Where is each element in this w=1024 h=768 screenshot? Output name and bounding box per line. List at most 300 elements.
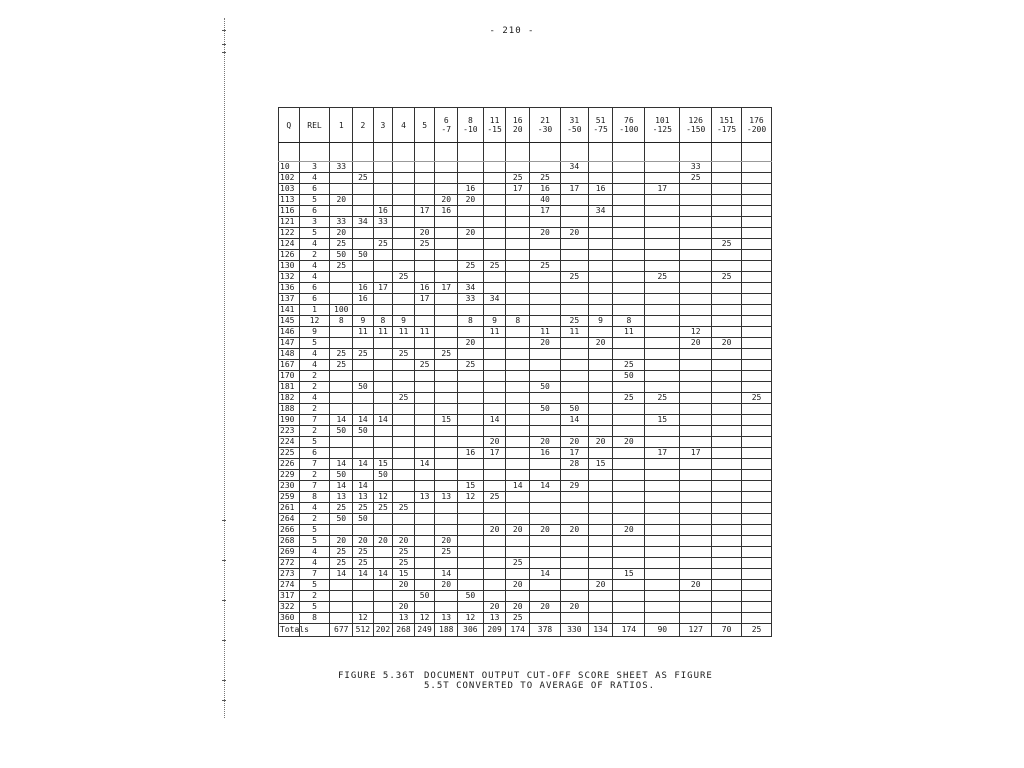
- score-cell: [645, 481, 680, 492]
- score-cell: [393, 481, 415, 492]
- score-cell: 11: [414, 327, 435, 338]
- score-cell: [414, 470, 435, 481]
- score-cell: [530, 514, 561, 525]
- score-cell: [458, 173, 484, 184]
- score-cell: 20: [613, 437, 645, 448]
- score-cell: [458, 503, 484, 514]
- total-cell: 202: [373, 624, 393, 637]
- score-cell: [613, 239, 645, 250]
- query-cell: 130: [279, 261, 300, 272]
- score-cell: [373, 272, 393, 283]
- score-cell: 14: [560, 415, 588, 426]
- score-cell: 25: [560, 272, 588, 283]
- score-cell: [353, 195, 374, 206]
- score-cell: [588, 404, 613, 415]
- score-cell: 9: [483, 316, 506, 327]
- score-cell: 14: [506, 481, 530, 492]
- score-cell: 20: [712, 338, 742, 349]
- score-cell: [414, 272, 435, 283]
- score-cell: [506, 371, 530, 382]
- rel-cell: 7: [299, 481, 330, 492]
- score-cell: [680, 437, 712, 448]
- score-cell: [393, 470, 415, 481]
- score-cell: 14: [530, 481, 561, 492]
- score-cell: [483, 338, 506, 349]
- query-cell: 136: [279, 283, 300, 294]
- score-cell: [373, 525, 393, 536]
- score-cell: 20: [458, 228, 484, 239]
- column-header: 76 -100: [613, 108, 645, 143]
- total-cell: 174: [613, 624, 645, 637]
- score-cell: 40: [530, 195, 561, 206]
- score-cell: 20: [588, 580, 613, 591]
- score-cell: 34: [483, 294, 506, 305]
- score-cell: [742, 448, 772, 459]
- score-cell: [680, 503, 712, 514]
- score-cell: 25: [393, 558, 415, 569]
- query-cell: 10: [279, 162, 300, 173]
- rel-cell: 6: [299, 206, 330, 217]
- score-cell: [712, 349, 742, 360]
- score-cell: 29: [560, 481, 588, 492]
- score-cell: [506, 393, 530, 404]
- spacer-cell: [483, 143, 506, 162]
- query-cell: 269: [279, 547, 300, 558]
- score-cell: 50: [353, 514, 374, 525]
- score-cell: 15: [645, 415, 680, 426]
- table-row: [279, 536, 772, 547]
- score-cell: [330, 448, 353, 459]
- rel-cell: 6: [299, 184, 330, 195]
- score-cell: [414, 525, 435, 536]
- score-cell: [742, 217, 772, 228]
- score-cell: [483, 250, 506, 261]
- score-cell: [712, 360, 742, 371]
- score-cell: [458, 536, 484, 547]
- score-cell: [712, 459, 742, 470]
- score-cell: [712, 305, 742, 316]
- score-cell: [414, 393, 435, 404]
- score-cell: [680, 305, 712, 316]
- score-cell: 25: [506, 173, 530, 184]
- binding-tick-mark: [222, 700, 226, 701]
- score-cell: [393, 261, 415, 272]
- total-cell: 90: [645, 624, 680, 637]
- score-cell: [530, 536, 561, 547]
- score-cell: [373, 602, 393, 613]
- score-cell: 13: [435, 613, 458, 624]
- score-cell: [458, 349, 484, 360]
- score-cell: 12: [353, 613, 374, 624]
- score-cell: 50: [353, 382, 374, 393]
- table-row: [279, 404, 772, 415]
- score-cell: [645, 305, 680, 316]
- score-cell: 25: [353, 349, 374, 360]
- score-cell: [458, 459, 484, 470]
- score-cell: [435, 503, 458, 514]
- score-cell: [645, 426, 680, 437]
- query-cell: 132: [279, 272, 300, 283]
- score-cell: [530, 426, 561, 437]
- score-cell: 50: [530, 382, 561, 393]
- score-cell: [742, 569, 772, 580]
- score-cell: [458, 580, 484, 591]
- score-cell: [483, 547, 506, 558]
- rel-cell: 4: [299, 547, 330, 558]
- score-cell: 25: [330, 239, 353, 250]
- score-cell: [588, 415, 613, 426]
- score-cell: [506, 349, 530, 360]
- score-cell: 50: [458, 591, 484, 602]
- score-cell: [414, 316, 435, 327]
- total-cell: 25: [742, 624, 772, 637]
- score-cell: 25: [560, 316, 588, 327]
- score-cell: [506, 459, 530, 470]
- score-cell: [373, 382, 393, 393]
- score-cell: 50: [330, 250, 353, 261]
- score-cell: [560, 382, 588, 393]
- total-cell: 127: [680, 624, 712, 637]
- total-cell: 174: [506, 624, 530, 637]
- score-cell: 25: [414, 239, 435, 250]
- score-cell: [712, 481, 742, 492]
- score-cell: [712, 613, 742, 624]
- query-cell: 137: [279, 294, 300, 305]
- column-header: 126 -150: [680, 108, 712, 143]
- score-cell: 20: [330, 536, 353, 547]
- score-cell: [353, 448, 374, 459]
- score-cell: [742, 250, 772, 261]
- score-cell: [613, 272, 645, 283]
- score-cell: [680, 514, 712, 525]
- score-cell: [588, 514, 613, 525]
- table-row: [279, 316, 772, 327]
- score-cell: [414, 382, 435, 393]
- rel-cell: 5: [299, 536, 330, 547]
- score-cell: 11: [530, 327, 561, 338]
- score-cell: [330, 602, 353, 613]
- score-cell: [414, 261, 435, 272]
- score-cell: [588, 162, 613, 173]
- score-cell: [435, 558, 458, 569]
- score-cell: 14: [353, 569, 374, 580]
- score-cell: [506, 162, 530, 173]
- score-cell: 14: [330, 415, 353, 426]
- score-cell: [373, 162, 393, 173]
- column-header: 21 -30: [530, 108, 561, 143]
- rel-cell: 4: [299, 360, 330, 371]
- score-cell: [613, 305, 645, 316]
- score-cell: 25: [353, 503, 374, 514]
- score-cell: [393, 283, 415, 294]
- score-cell: [680, 283, 712, 294]
- score-cell: [373, 228, 393, 239]
- score-cell: 11: [483, 327, 506, 338]
- score-cell: 17: [560, 448, 588, 459]
- table-row: [279, 338, 772, 349]
- table-header-row: [279, 108, 772, 143]
- score-cell: [414, 437, 435, 448]
- score-cell: [414, 448, 435, 459]
- table-row: [279, 261, 772, 272]
- score-cell: [680, 404, 712, 415]
- score-cell: [560, 547, 588, 558]
- score-cell: [712, 250, 742, 261]
- score-cell: [414, 558, 435, 569]
- score-cell: [530, 316, 561, 327]
- score-cell: 50: [330, 470, 353, 481]
- query-cell: 225: [279, 448, 300, 459]
- score-cell: [588, 613, 613, 624]
- score-cell: [712, 316, 742, 327]
- score-cell: [680, 217, 712, 228]
- score-cell: 25: [393, 272, 415, 283]
- score-cell: [506, 305, 530, 316]
- score-cell: [742, 613, 772, 624]
- score-cell: 14: [373, 569, 393, 580]
- score-cell: [530, 371, 561, 382]
- score-cell: [613, 162, 645, 173]
- table-row: [279, 613, 772, 624]
- score-cell: [742, 514, 772, 525]
- query-cell: 190: [279, 415, 300, 426]
- score-cell: [560, 195, 588, 206]
- score-cell: 25: [353, 173, 374, 184]
- score-cell: [506, 272, 530, 283]
- total-cell: 188: [435, 624, 458, 637]
- query-cell: 261: [279, 503, 300, 514]
- score-cell: [414, 569, 435, 580]
- score-cell: [613, 492, 645, 503]
- score-cell: [530, 591, 561, 602]
- score-cell: [483, 514, 506, 525]
- query-cell: 126: [279, 250, 300, 261]
- score-cell: 8: [613, 316, 645, 327]
- score-cell: 17: [645, 448, 680, 459]
- score-cell: 25: [393, 547, 415, 558]
- score-cell: [435, 250, 458, 261]
- score-cell: [588, 547, 613, 558]
- score-cell: [645, 371, 680, 382]
- rel-cell: 8: [299, 613, 330, 624]
- score-cell: [742, 283, 772, 294]
- score-cell: [613, 613, 645, 624]
- score-cell: [435, 217, 458, 228]
- score-cell: [435, 338, 458, 349]
- score-cell: 33: [330, 217, 353, 228]
- query-cell: 146: [279, 327, 300, 338]
- score-cell: [373, 294, 393, 305]
- binding-tick-mark: [222, 680, 226, 681]
- score-cell: [680, 261, 712, 272]
- score-cell: [645, 525, 680, 536]
- rel-cell: 7: [299, 459, 330, 470]
- table-row: [279, 349, 772, 360]
- score-cell: 33: [680, 162, 712, 173]
- score-cell: 13: [330, 492, 353, 503]
- score-cell: [393, 294, 415, 305]
- score-cell: [483, 426, 506, 437]
- rel-cell: 2: [299, 591, 330, 602]
- score-cell: 25: [393, 349, 415, 360]
- score-cell: [353, 404, 374, 415]
- score-cell: [414, 547, 435, 558]
- score-cell: [414, 503, 435, 514]
- score-cell: 11: [373, 327, 393, 338]
- figure-label: FIGURE 5.36T: [338, 671, 416, 681]
- score-cell: [435, 426, 458, 437]
- score-cell: [353, 162, 374, 173]
- binding-tick-mark: [222, 600, 226, 601]
- score-cell: [435, 525, 458, 536]
- score-cell: [742, 547, 772, 558]
- score-cell: [645, 492, 680, 503]
- score-cell: [330, 382, 353, 393]
- binding-tick-mark: [222, 44, 226, 45]
- score-cell: [435, 481, 458, 492]
- score-cell: [483, 272, 506, 283]
- score-cell: [645, 327, 680, 338]
- score-cell: [530, 415, 561, 426]
- score-cell: [680, 459, 712, 470]
- score-cell: 25: [458, 360, 484, 371]
- score-cell: [712, 525, 742, 536]
- score-cell: [458, 327, 484, 338]
- rel-cell: 4: [299, 503, 330, 514]
- column-header: 176 -200: [742, 108, 772, 143]
- score-cell: [435, 316, 458, 327]
- score-cell: [506, 327, 530, 338]
- score-cell: 11: [560, 327, 588, 338]
- score-cell: [393, 206, 415, 217]
- query-cell: 181: [279, 382, 300, 393]
- score-cell: 25: [613, 360, 645, 371]
- column-header: REL: [299, 108, 330, 143]
- table-row: [279, 371, 772, 382]
- score-cell: 25: [506, 558, 530, 569]
- score-cell: [588, 327, 613, 338]
- score-cell: [373, 591, 393, 602]
- score-cell: [613, 261, 645, 272]
- score-cell: 20: [506, 525, 530, 536]
- score-cell: 16: [530, 448, 561, 459]
- score-cell: [560, 470, 588, 481]
- score-cell: [742, 404, 772, 415]
- table-row: [279, 184, 772, 195]
- score-cell: [506, 415, 530, 426]
- score-cell: 17: [680, 448, 712, 459]
- score-cell: [530, 239, 561, 250]
- score-cell: [613, 382, 645, 393]
- rel-cell: 4: [299, 558, 330, 569]
- score-cell: [373, 437, 393, 448]
- score-cell: 17: [435, 283, 458, 294]
- score-cell: [414, 481, 435, 492]
- binding-tick-mark: [222, 52, 226, 53]
- score-cell: [712, 569, 742, 580]
- table-row: [279, 228, 772, 239]
- score-cell: [483, 305, 506, 316]
- score-cell: [530, 217, 561, 228]
- score-cell: [560, 492, 588, 503]
- score-cell: [712, 327, 742, 338]
- query-cell: 226: [279, 459, 300, 470]
- score-cell: 13: [393, 613, 415, 624]
- query-cell: 182: [279, 393, 300, 404]
- score-cell: [483, 481, 506, 492]
- rel-cell: 2: [299, 371, 330, 382]
- table-row: [279, 459, 772, 470]
- score-cell: 20: [393, 602, 415, 613]
- score-cell: [330, 613, 353, 624]
- score-cell: [483, 580, 506, 591]
- score-cell: [393, 239, 415, 250]
- score-cell: [645, 228, 680, 239]
- score-cell: [353, 261, 374, 272]
- score-cell: [613, 591, 645, 602]
- score-cell: [530, 162, 561, 173]
- score-cell: [742, 360, 772, 371]
- score-cell: [393, 228, 415, 239]
- score-cell: 20: [530, 338, 561, 349]
- column-header: 16 20: [506, 108, 530, 143]
- score-cell: [645, 470, 680, 481]
- score-cell: [435, 294, 458, 305]
- score-cell: [373, 305, 393, 316]
- score-cell: [588, 426, 613, 437]
- score-cell: 17: [530, 206, 561, 217]
- score-cell: [680, 602, 712, 613]
- score-cell: [680, 393, 712, 404]
- score-cell: [742, 294, 772, 305]
- score-cell: [712, 206, 742, 217]
- score-cell: [742, 349, 772, 360]
- score-cell: 34: [458, 283, 484, 294]
- total-cell: 70: [712, 624, 742, 637]
- totals-row: [279, 624, 772, 637]
- score-cell: [393, 184, 415, 195]
- score-cell: [712, 195, 742, 206]
- score-cell: [435, 591, 458, 602]
- binding-margin-marks: [224, 18, 233, 718]
- score-cell: [393, 250, 415, 261]
- score-cell: [588, 393, 613, 404]
- score-cell: 34: [353, 217, 374, 228]
- score-cell: [560, 558, 588, 569]
- score-cell: [712, 393, 742, 404]
- score-cell: 15: [588, 459, 613, 470]
- score-cell: 50: [414, 591, 435, 602]
- score-cell: [588, 591, 613, 602]
- score-cell: [435, 184, 458, 195]
- score-cell: [530, 492, 561, 503]
- score-cell: [613, 184, 645, 195]
- table-row: [279, 195, 772, 206]
- score-cell: 15: [613, 569, 645, 580]
- score-cell: 25: [645, 393, 680, 404]
- score-cell: [414, 338, 435, 349]
- spacer-cell: [458, 143, 484, 162]
- score-cell: [373, 448, 393, 459]
- query-cell: 102: [279, 173, 300, 184]
- score-cell: [458, 426, 484, 437]
- score-cell: 15: [458, 481, 484, 492]
- score-cell: [613, 283, 645, 294]
- totals-label: Totals: [279, 624, 300, 637]
- query-cell: 147: [279, 338, 300, 349]
- query-cell: 124: [279, 239, 300, 250]
- table-row: [279, 525, 772, 536]
